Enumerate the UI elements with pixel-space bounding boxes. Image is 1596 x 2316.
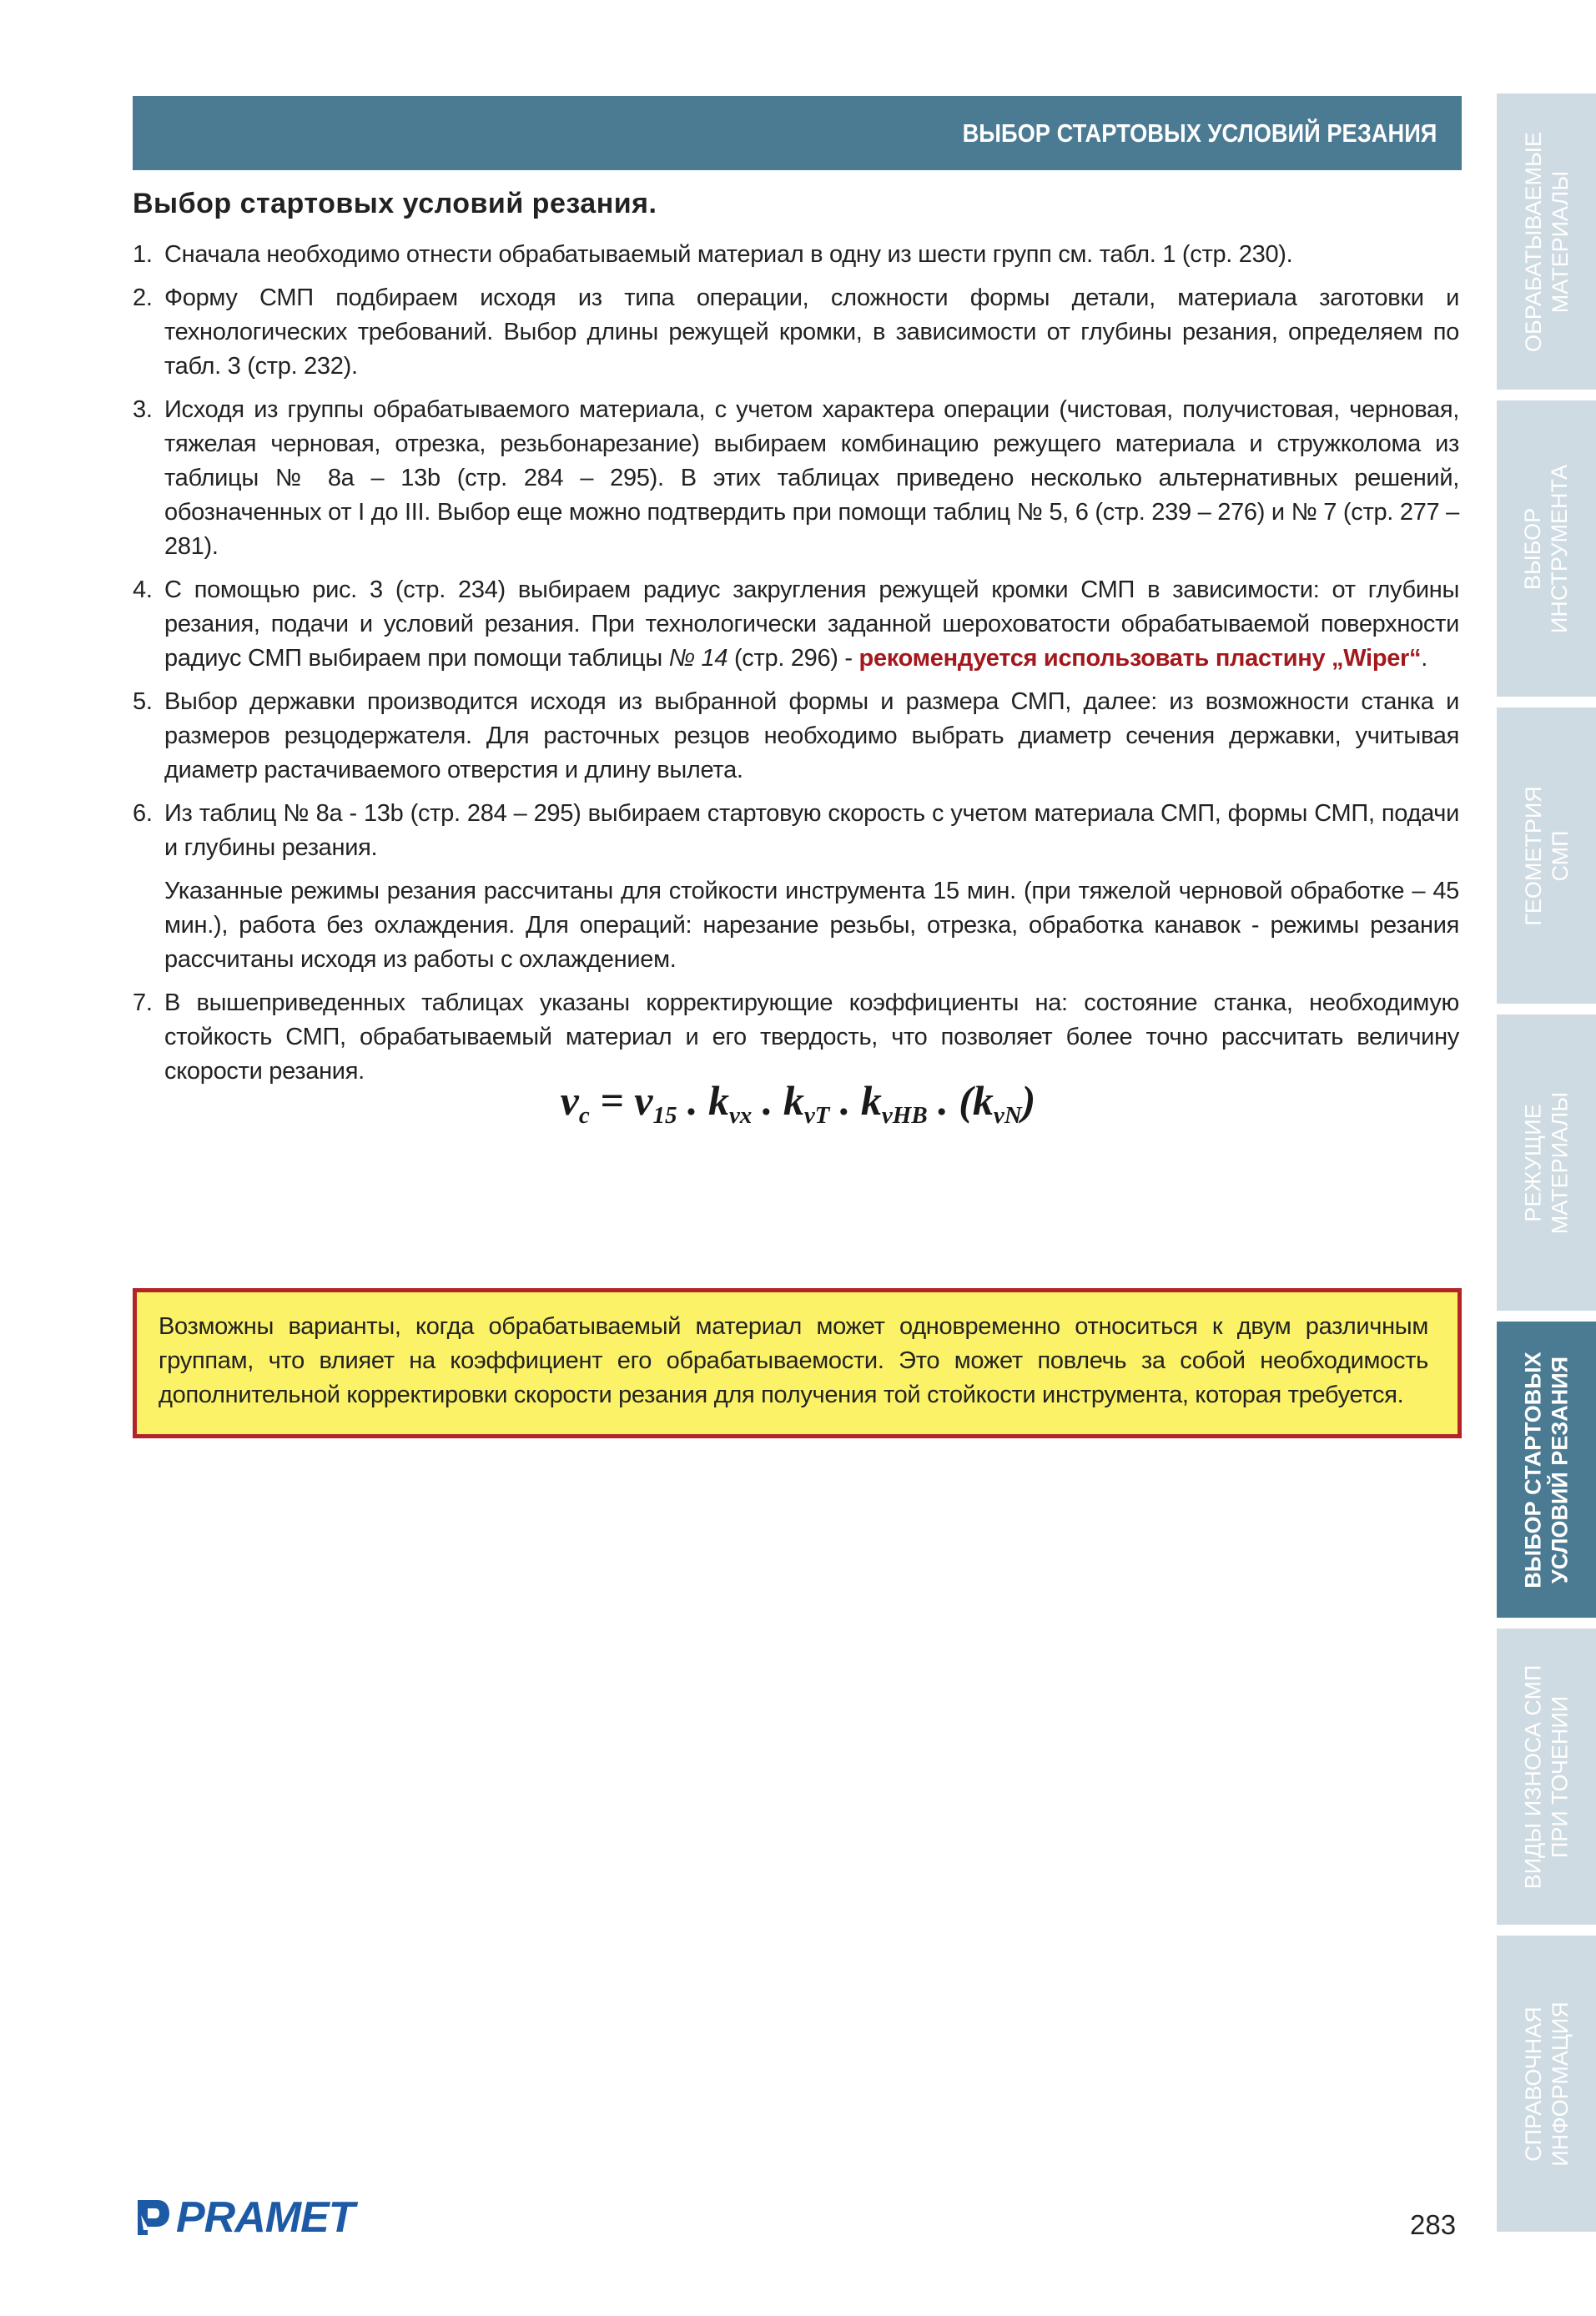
page-number: 283 bbox=[1410, 2209, 1457, 2240]
list-item-note: Указанные режимы резания рассчитаны для стойкости инструмента 15 мин. (при тяжелой черновой обработке – 45 мин.), работа без охлаждения. Для операций: нарезание резьбы, отрезка, обработка канавок - режимы резания рассчитаны исходя из работы с охлаждением. bbox=[164, 878, 1459, 973]
formula-subscript: 15 bbox=[652, 1102, 677, 1129]
list-item bbox=[133, 685, 1459, 788]
side-tab-starting-conditions[interactable] bbox=[1497, 1322, 1596, 1618]
side-tab-insert-geometry[interactable] bbox=[1497, 707, 1596, 1004]
pramet-logo-icon bbox=[133, 2197, 171, 2238]
chapter-header-title: ВЫБОР СТАРТОВЫХ УСЛОВИЙ РЕЗАНИЯ bbox=[962, 118, 1437, 148]
formula-term: k bbox=[707, 1077, 729, 1124]
side-tab-label: ВЫБОР СТАРТОВЫХ УСЛОВИЙ РЕЗАНИЯ bbox=[1520, 1351, 1573, 1588]
formula-term: (k bbox=[959, 1077, 994, 1124]
formula-operator: . bbox=[829, 1077, 861, 1124]
list-item-number: 5. bbox=[133, 688, 153, 715]
list-item-text: Из таблиц № 8a - 13b (стр. 284 – 295) выбираем стартовую скорость с учетом материала СМП, формы СМП, подачи и глубины резания. bbox=[164, 800, 1459, 861]
side-tab-label: ВЫБОР ИНСТРУМЕНТА bbox=[1520, 464, 1573, 633]
formula-term: v bbox=[634, 1077, 653, 1124]
list-item bbox=[133, 238, 1459, 272]
pramet-logo bbox=[133, 2195, 355, 2240]
formula-term: k bbox=[783, 1077, 804, 1124]
list-item-number: 1. bbox=[133, 241, 153, 268]
list-item-text: В вышеприведенных таблицах указаны корректирующие коэффициенты на: состояние станка, необходимую стойкость СМП, обрабатываемый материал и его твердость, что позволяет более точно рассчитать величину скорости резания. bbox=[164, 989, 1459, 1085]
list-item-number: 7. bbox=[133, 989, 153, 1016]
side-tab-workpiece-materials[interactable] bbox=[1497, 93, 1596, 390]
formula-term: k bbox=[860, 1077, 882, 1124]
formula-operator: . bbox=[677, 1077, 708, 1124]
list-item-text: Форму СМП подбираем исходя из типа операции, сложности формы детали, материала заготовки и технологических требований. Выбор длины режущей кромки, в зависимости от глубины резания, определяем по табл. 3 (стр. 232). bbox=[164, 284, 1459, 380]
list-item bbox=[133, 797, 1459, 977]
side-tab-label: ОБРАБАТЫВАЕМЫЕ МАТЕРИАЛЫ bbox=[1520, 131, 1573, 352]
list-item-text-continued: (стр. 296) - bbox=[728, 645, 859, 672]
side-tab-tool-selection[interactable] bbox=[1497, 400, 1596, 697]
formula-subscript: vHB bbox=[881, 1102, 928, 1129]
section-title: Выбор стартовых условий резания. bbox=[133, 188, 657, 219]
list-item-text: Выбор державки производится исходя из выбранной формы и размера СМП, далее: из возможности станка и размеров резцодержателя. Для расточных резцов необходимо выбрать диаметр сечения державки, учитывая диаметр растачиваемого отверстия и длину вылета. bbox=[164, 688, 1459, 783]
side-tab-label: ГЕОМЕТРИЯ СМП bbox=[1520, 785, 1573, 926]
list-item bbox=[133, 986, 1459, 1089]
wiper-recommendation: рекомендуется использовать пластину „Wiper“ bbox=[858, 645, 1422, 672]
list-item-text: Исходя из группы обрабатываемого материала, с учетом характера операции (чистовая, получистовая, черновая, тяжелая черновая, отрезка, резьбонарезание) выбираем комбинацию режущего материала и стружколома из таблицы № 8a – 13b (стр. 284 – 295). В этих таблицах приведено несколько альтернативных решений, обозначенных от I до III. Выбор еще можно подтвердить при помощи таблиц № 5, 6 (стр. 239 – 276) и № 7 (стр. 277 – 281). bbox=[164, 396, 1459, 560]
formula-subscript: c bbox=[578, 1102, 590, 1129]
list-item-text: Сначала необходимо отнести обрабатываемый материал в одну из шести групп см. табл. 1 (стр. 230). bbox=[164, 241, 1293, 268]
side-tab-cutting-materials[interactable] bbox=[1497, 1015, 1596, 1311]
pramet-logo-text: PRAMET bbox=[176, 2193, 355, 2242]
list-item-number: 3. bbox=[133, 396, 153, 423]
chapter-header-bar bbox=[133, 96, 1462, 170]
formula-term: v bbox=[560, 1077, 579, 1124]
steps-list bbox=[133, 238, 1459, 1098]
list-item bbox=[133, 393, 1459, 564]
formula-subscript: vx bbox=[728, 1102, 753, 1129]
side-tab-reference-info[interactable] bbox=[1497, 1936, 1596, 2232]
list-item-number: 6. bbox=[133, 800, 153, 827]
cutting-speed-formula bbox=[0, 1076, 1596, 1130]
side-tab-label: РЕЖУЩИЕ МАТЕРИАЛЫ bbox=[1520, 1091, 1573, 1234]
warning-note-text: Возможны варианты, когда обрабатываемый материал может одновременно относиться к двум различным группам, что влияет на коэффициент его обрабатываемости. Это может повлечь за собой необходимость дополнительной корректировки скорости резания для получения той стойкости инструмента, которая требуется. bbox=[159, 1313, 1428, 1408]
side-tab-insert-wear[interactable] bbox=[1497, 1629, 1596, 1925]
list-item bbox=[133, 573, 1459, 676]
list-item-text-end: . bbox=[1421, 645, 1428, 672]
formula-operator: = bbox=[589, 1077, 635, 1124]
formula-subscript: vT bbox=[803, 1102, 830, 1129]
side-tab-label: СПРАВОЧНАЯ ИНФОРМАЦИЯ bbox=[1520, 2001, 1573, 2167]
formula-operator: ) bbox=[1021, 1077, 1036, 1124]
formula-subscript: vN bbox=[993, 1102, 1022, 1129]
list-item-number: 2. bbox=[133, 284, 153, 311]
list-item bbox=[133, 281, 1459, 384]
warning-note-box bbox=[133, 1288, 1462, 1438]
table-reference: № 14 bbox=[668, 645, 728, 672]
side-tab-label: ВИДЫ ИЗНОСА СМП ПРИ ТОЧЕНИИ bbox=[1520, 1664, 1573, 1889]
list-item-text: С помощью рис. 3 (стр. 234) выбираем радиус закругления режущей кромки СМП в зависимости: от глубины резания, подачи и условий резания. При технологически заданной шероховатости обрабатываемой поверхности радиус СМП выбираем при помощи таблицы bbox=[164, 576, 1459, 672]
formula-operator: . bbox=[752, 1077, 783, 1124]
list-item-number: 4. bbox=[133, 576, 153, 603]
formula-operator: . bbox=[927, 1077, 959, 1124]
